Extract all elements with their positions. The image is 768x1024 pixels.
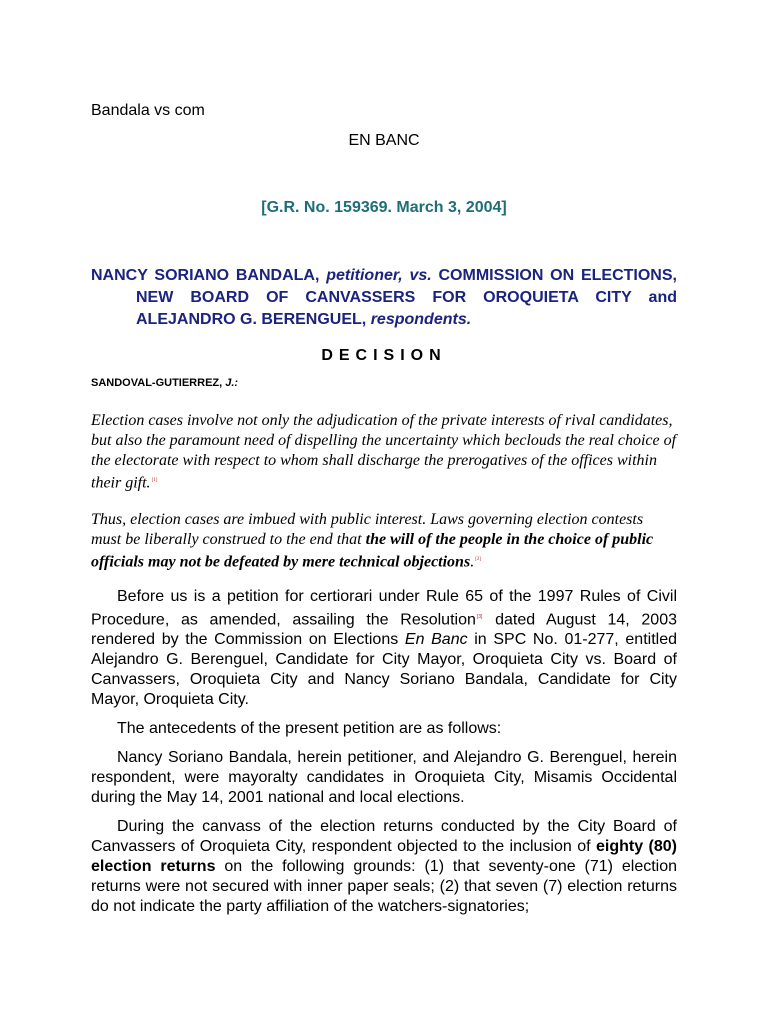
paragraph-antecedents: The antecedents of the present petition are as follows: [117, 720, 502, 738]
quote2-text-before: Thus, election cases are imbued with public interest. Laws governing election contests must be liberally construed to the end that [91, 511, 644, 548]
quote2-text-after: . [470, 553, 475, 571]
ponente-title: J.: [225, 377, 239, 389]
gr-number: [G.R. No. 159369. March 3, 2004] [261, 199, 507, 216]
epigraph-quote-2 [91, 510, 677, 572]
decision-label: DECISION [321, 347, 447, 364]
para1-italic: En Banc [404, 631, 468, 649]
para1-part1: Before us is a petition for certiorari under Rule 65 of the 1997 Rules of Civil Procedure, as amended, assailing the Resolution [91, 588, 677, 629]
ponente [91, 377, 238, 389]
epigraph-quote-1 [91, 411, 677, 493]
footnote-link-1[interactable]: [1] [151, 478, 158, 483]
decision-body [91, 587, 677, 926]
respondents-names: COMMISSION ON ELECTIONS, NEW BOARD OF CANVASSERS FOR OROQUIETA CITY and ALEJANDRO G. BERENGUEL, [136, 267, 677, 328]
para1-part3: in SPC No. 01-277, entitled Alejandro G. Berenguel, Candidate for City Mayor, Oroquieta City vs. Board of Canvassers, Oroquieta City and Nancy Soriano Bandala, Candidate for City Mayor, Oroquieta City. [91, 631, 678, 709]
footnote-link-3[interactable]: [3] [476, 614, 483, 620]
case-parties [91, 265, 677, 331]
para4-part2: on the following grounds: (1) that seventy-one (71) election returns were not secured with inner paper seals; (2) that seven (7) election returns do not indicate the party affiliation of the watchers-signatories; [91, 858, 678, 916]
document-heading: Bandala vs com [91, 102, 205, 119]
petitioner-role: petitioner, [326, 267, 403, 284]
para4-part1: During the canvass of the election returns conducted by the City Board of Canvassers of Oroquieta City, respondent objected to the inclusion of [91, 818, 677, 856]
para4-bold: eighty (80) election returns [91, 838, 678, 876]
court-division: EN BANC [348, 132, 420, 149]
respondents-role: respondents. [370, 311, 472, 328]
paragraph-petition [91, 587, 677, 710]
versus-label: vs. [409, 267, 432, 284]
ponente-name: SANDOVAL-GUTIERREZ, [91, 377, 223, 389]
paragraph-canvass [91, 817, 677, 917]
paragraph-candidates: Nancy Soriano Bandala, herein petitioner, and Alejandro G. Berenguel, herein respondent, were mayoralty candidates in Oroquieta City, Misamis Occidental during the May 14, 2001 national and local elections. [91, 749, 677, 807]
petitioner-name: NANCY SORIANO BANDALA, [91, 267, 320, 284]
quote1-text: Election cases involve not only the adjudication of the private interests of rival candidates, but also the paramount need of dispelling the uncertainty which beclouds the real choice of the electorate with respect to whom shall discharge the prerogatives of the offices within their gift. [91, 412, 677, 492]
para1-part2: dated August 14, 2003 rendered by the Commission on Elections [91, 611, 677, 649]
quote2-bold: the will of the people in the choice of public officials may not be defeated by mere technical objections [91, 531, 654, 571]
footnote-link-2[interactable]: [2] [475, 557, 482, 562]
